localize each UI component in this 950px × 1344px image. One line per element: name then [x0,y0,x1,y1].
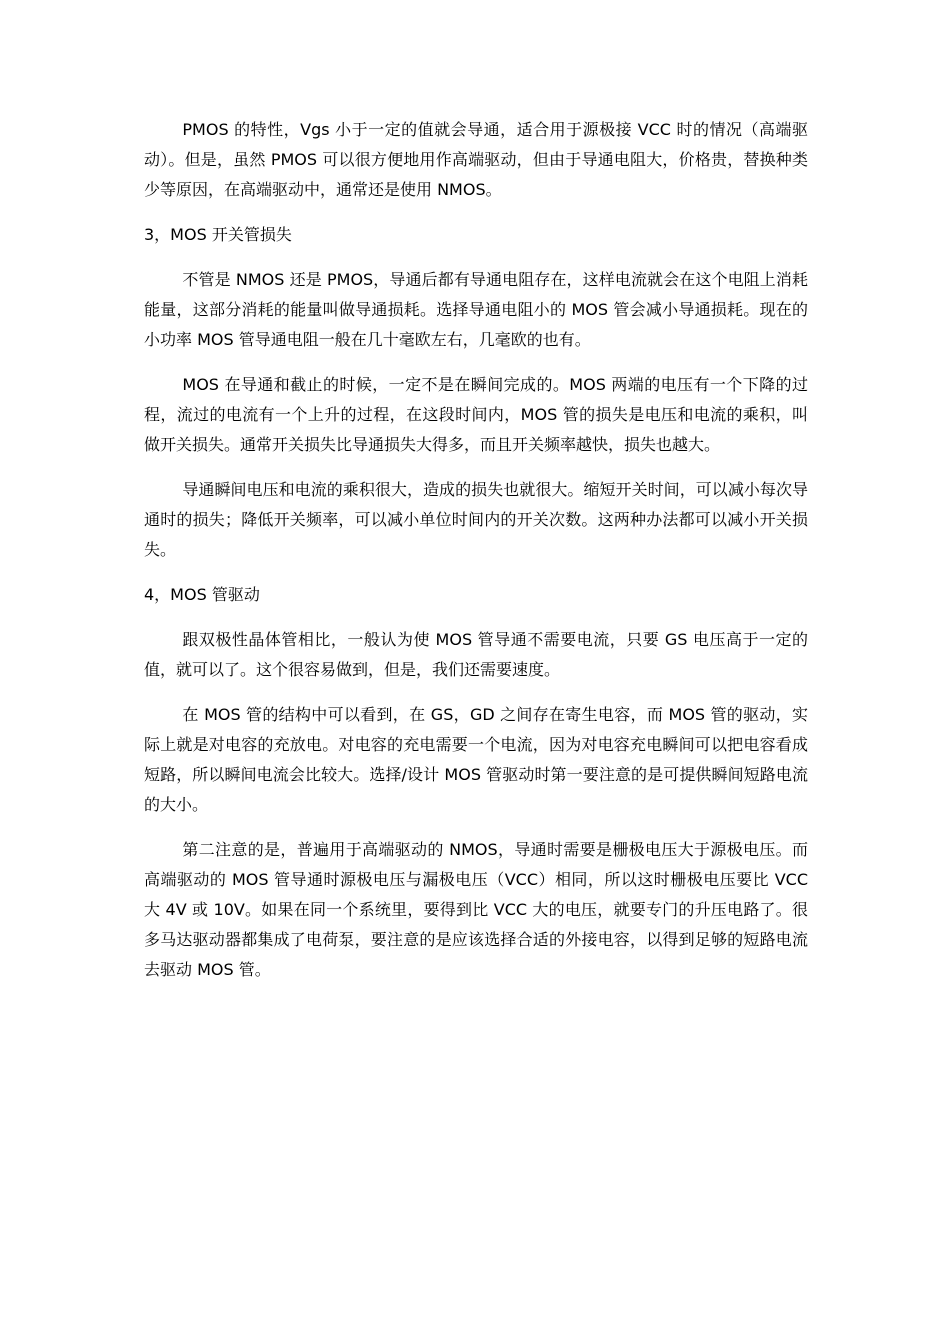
paragraph-pmos-characteristics: PMOS 的特性，Vgs 小于一定的值就会导通，适合用于源极接 VCC 时的情况（高端驱动）。但是，虽然 PMOS 可以很方便地用作高端驱动，但由于导通电阻大，价格贵，替换种类少等原因，在高端驱动中，通常还是使用 NMOS。 [144,120,808,199]
section-heading-mos-drive: 4，MOS 管驱动 [144,585,260,604]
paragraph-conduction-loss: 不管是 NMOS 还是 PMOS，导通后都有导通电阻存在，这样电流就会在这个电阻上消耗能量，这部分消耗的能量叫做导通损耗。选择导通电阻小的 MOS 管会减小导通损耗。现在的小功率 MOS 管导通电阻一般在几十毫欧左右，几毫欧的也有。 [144,270,808,349]
paragraph-parasitic-capacitance: 在 MOS 管的结构中可以看到，在 GS，GD 之间存在寄生电容，而 MOS 管的驱动，实际上就是对电容的充放电。对电容的充电需要一个电流，因为对电容充电瞬间可以把电容看成短路，所以瞬间电流会比较大。选择/设计 MOS 管驱动时第一要注意的是可提供瞬间短路电流的大小。 [144,705,808,814]
paragraph-high-side-drive: 第二注意的是，普遍用于高端驱动的 NMOS，导通时需要是栅极电压大于源极电压。而高端驱动的 MOS 管导通时源极电压与漏极电压（VCC）相同，所以这时栅极电压要比 VCC 大 4V 或 10V。如果在同一个系统里，要得到比 VCC 大的电压，就要专门的升压电路了。很多马达驱动器都集成了电荷泵，要注意的是应该选择合适的外接电容，以得到足够的短路电流去驱动 MOS 管。 [144,840,808,979]
document-body [144,115,808,1000]
paragraph-switching-process: MOS 在导通和截止的时候，一定不是在瞬间完成的。MOS 两端的电压有一个下降的过程，流过的电流有一个上升的过程，在这段时间内，MOS 管的损失是电压和电流的乘积，叫做开关损失。通常开关损失比导通损失大得多，而且开关频率越快，损失也越大。 [144,375,808,454]
paragraph-reduce-switch-loss: 导通瞬间电压和电流的乘积很大，造成的损失也就很大。缩短开关时间，可以减小每次导通时的损失；降低开关频率，可以减小单位时间内的开关次数。这两种办法都可以减小开关损失。 [144,480,808,559]
section-heading-switch-loss: 3，MOS 开关管损失 [144,225,292,244]
paragraph-drive-vs-bipolar: 跟双极性晶体管相比，一般认为使 MOS 管导通不需要电流，只要 GS 电压高于一定的值，就可以了。这个很容易做到，但是，我们还需要速度。 [144,630,808,679]
